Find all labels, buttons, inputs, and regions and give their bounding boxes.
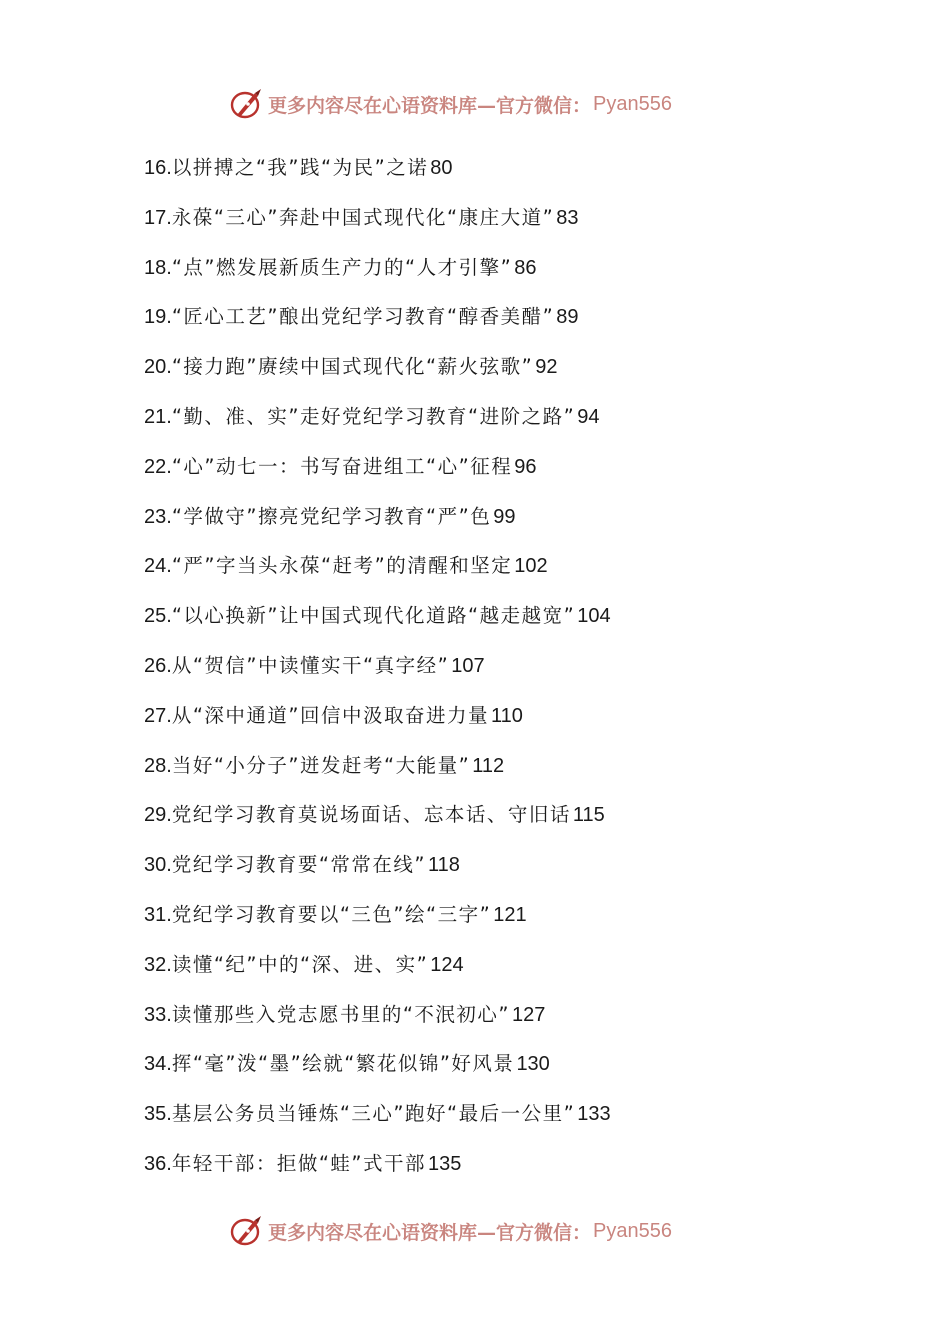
toc-entry-title: 年轻干部：拒做“蛙”式干部 <box>171 1151 427 1175</box>
toc-entry-number: 18. <box>144 256 172 279</box>
toc-entry-title: “心”动七一：书写奋进组工“心”征程 <box>171 454 513 478</box>
toc-entry <box>144 351 611 401</box>
watermark-footer <box>228 1213 672 1249</box>
toc-entry-number: 32. <box>144 953 172 976</box>
toc-entry-page: 80 <box>430 157 453 179</box>
toc-entry <box>144 1148 611 1198</box>
toc-entry-page: 115 <box>572 804 605 827</box>
toc-entry-page: 130 <box>516 1053 550 1076</box>
toc-entry <box>144 1048 611 1098</box>
toc-entry <box>144 1098 611 1148</box>
toc-entry-page: 121 <box>493 903 527 926</box>
toc-entry-page: 89 <box>556 306 579 329</box>
toc-entry-page: 94 <box>577 405 600 428</box>
toc-entry-number: 33. <box>144 1003 172 1026</box>
toc-entry-title: 从“贺信”中读懂实干“真字经” <box>171 653 450 677</box>
toc-entry <box>144 152 611 202</box>
toc-entry-number: 34. <box>144 1053 172 1076</box>
toc-entry-title: “以心换新”让中国式现代化道路“越走越宽” <box>171 604 576 628</box>
toc-entry <box>144 700 611 750</box>
toc-entry-number: 25. <box>144 605 172 628</box>
watermark-text: 更多内容尽在心语资料库—官方微信： <box>268 1221 592 1244</box>
toc-entry-page: 104 <box>577 605 611 628</box>
toc-entry-title: 党纪学习教育莫说场面话、忘本话、守旧话 <box>171 803 571 827</box>
toc-entry <box>144 750 611 800</box>
toc-entry-number: 28. <box>144 754 172 777</box>
toc-entry-page: 96 <box>514 455 537 478</box>
toc-entry-number: 20. <box>144 356 172 379</box>
toc-entry-number: 21. <box>144 405 172 428</box>
toc-entry-number: 35. <box>144 1103 172 1126</box>
watermark-text: 更多内容尽在心语资料库—官方微信： <box>268 94 592 117</box>
watermark-wechat-id: Pyan556 <box>593 92 672 115</box>
toc-entry-title: 基层公务员当锤炼“三心”跑好“最后一公里” <box>171 1102 576 1126</box>
pen-nib-circle-icon <box>228 1213 264 1249</box>
toc-entry <box>144 301 611 351</box>
toc-entry-number: 36. <box>144 1152 172 1175</box>
toc-entry-number: 30. <box>144 854 172 877</box>
toc-entry-title: 读懂那些入党志愿书里的“不泯初心” <box>171 1002 511 1026</box>
toc-entry-title: 党纪学习教育要“常常在线” <box>171 853 427 877</box>
toc-entry-page: 135 <box>428 1152 462 1175</box>
toc-entry-title: “点”燃发展新质生产力的“人才引擎” <box>171 255 513 279</box>
toc-entry-number: 29. <box>144 804 172 827</box>
toc-entry <box>144 600 611 650</box>
toc-entry <box>144 202 611 252</box>
toc-entry-number: 17. <box>144 206 172 229</box>
toc-entry-number: 23. <box>144 505 172 528</box>
toc-entry-page: 110 <box>491 704 523 727</box>
toc-entry-page: 112 <box>472 754 505 777</box>
toc-entry <box>144 252 611 302</box>
toc-entry <box>144 401 611 451</box>
toc-entry-title: 当好“小分子”迸发赶考“大能量” <box>171 753 471 777</box>
toc-entry-number: 19. <box>144 306 172 329</box>
toc-entry-number: 16. <box>144 157 172 179</box>
toc-entry-title: “学做守”擦亮党纪学习教育“严”色 <box>171 504 492 528</box>
toc-entry-page: 83 <box>556 206 579 229</box>
toc-entry <box>144 650 611 700</box>
toc-entry-page: 92 <box>535 356 558 379</box>
toc-entry-title: “匠心工艺”酿出党纪学习教育“醇香美醋” <box>171 305 555 329</box>
toc-entry-title: “接力跑”赓续中国式现代化“薪火弦歌” <box>171 355 534 379</box>
toc-entry-title: 以拼搏之“我”践“为民”之诺 <box>171 156 429 179</box>
toc-entry-title: 党纪学习教育要以“三色”绘“三字” <box>171 902 492 926</box>
toc-entry-page: 102 <box>514 555 548 578</box>
toc-entry-page: 124 <box>430 953 464 976</box>
toc-entry-number: 22. <box>144 455 172 478</box>
toc-entry <box>144 899 611 949</box>
toc-entry-number: 26. <box>144 654 172 677</box>
toc-entry-page: 118 <box>428 854 460 877</box>
toc-entry-title: 从“深中通道”回信中汲取奋进力量 <box>171 703 490 727</box>
toc-entry <box>144 501 611 551</box>
toc-entry-title: “勤、准、实”走好党纪学习教育“进阶之路” <box>171 404 576 428</box>
toc-entry-title: “严”字当头永葆“赶考”的清醒和坚定 <box>171 554 513 578</box>
toc-entry-number: 27. <box>144 704 172 727</box>
toc-entry <box>144 999 611 1049</box>
toc-entry <box>144 799 611 849</box>
table-of-contents <box>144 152 611 1198</box>
toc-entry-page: 86 <box>514 256 537 279</box>
watermark-wechat-id: Pyan556 <box>593 1219 672 1242</box>
toc-entry-page: 127 <box>512 1003 546 1026</box>
toc-entry-title: 挥“毫”泼“墨”绘就“繁花似锦”好风景 <box>171 1052 515 1076</box>
toc-entry-page: 107 <box>451 654 485 677</box>
toc-entry-page: 133 <box>577 1103 611 1126</box>
toc-entry <box>144 949 611 999</box>
toc-entry-number: 31. <box>144 903 172 926</box>
toc-entry <box>144 550 611 600</box>
toc-entry-title: 永葆“三心”奔赴中国式现代化“康庄大道” <box>171 205 555 229</box>
toc-entry <box>144 451 611 501</box>
toc-entry <box>144 849 611 899</box>
watermark-header <box>228 86 672 122</box>
toc-entry-title: 读懂“纪”中的“深、进、实” <box>171 952 429 976</box>
toc-entry-number: 24. <box>144 555 172 578</box>
toc-entry-page: 99 <box>493 505 516 528</box>
pen-nib-circle-icon <box>228 86 264 122</box>
